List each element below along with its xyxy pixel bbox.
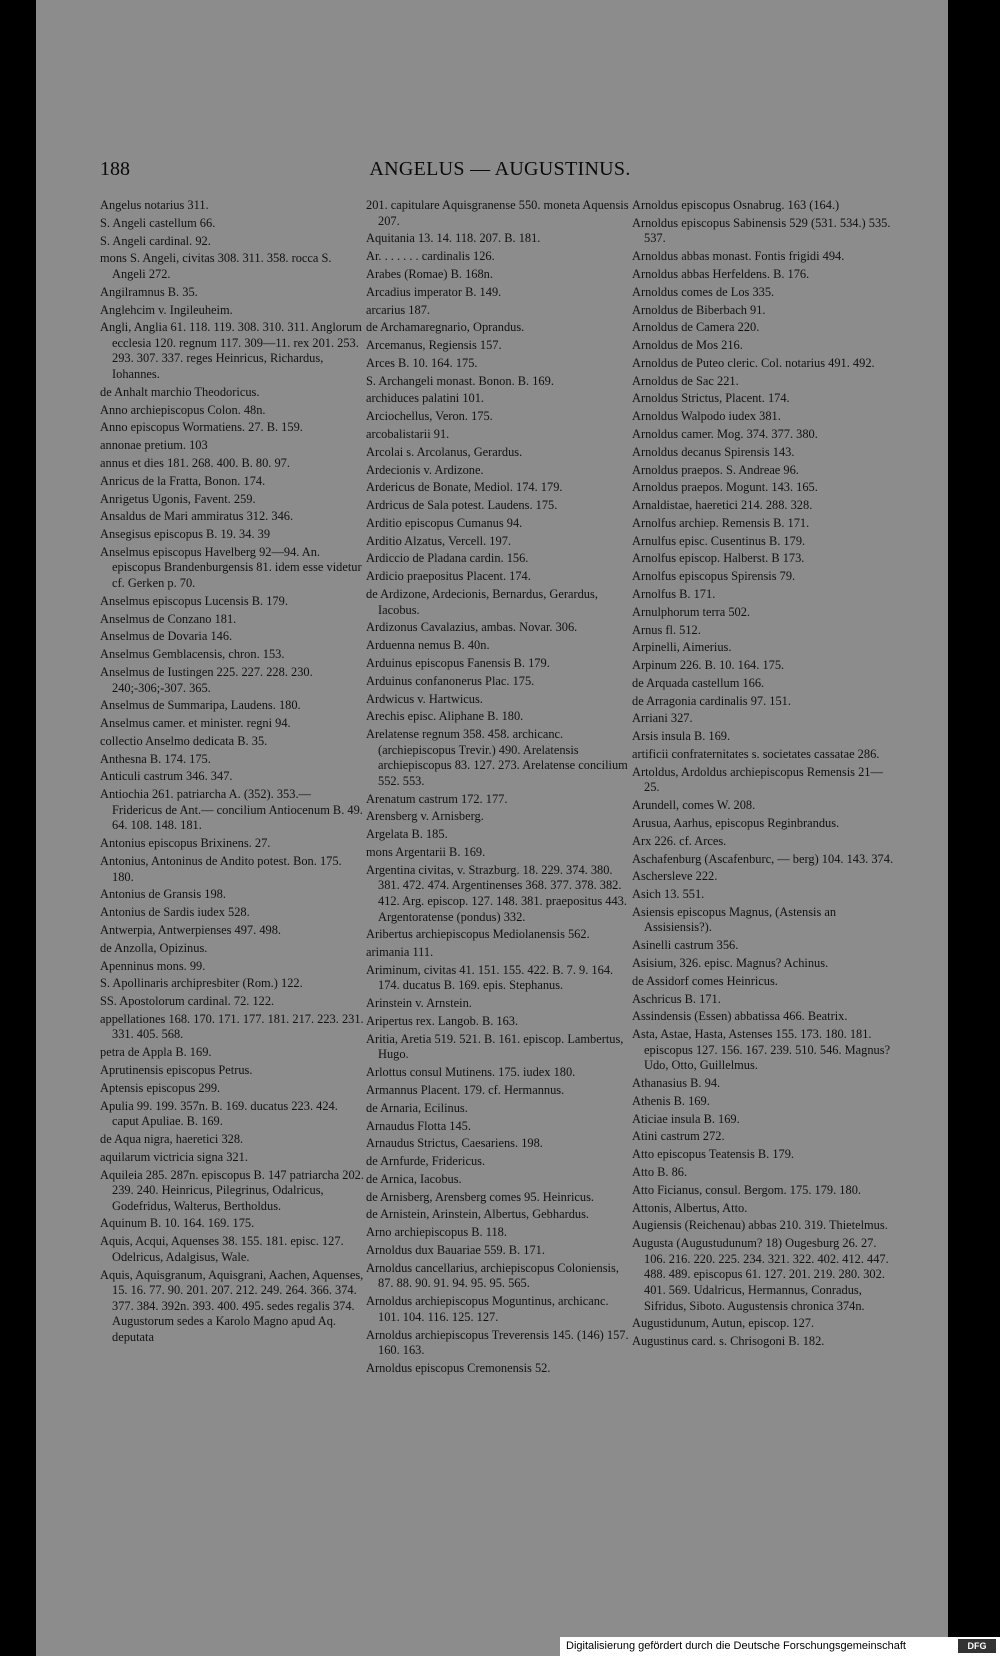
index-column-3 — [632, 198, 896, 1352]
index-entry: Arenatum castrum 172. 177. — [366, 791, 508, 806]
index-entry: Arnoldus abbas monast. Fontis frigidi 494. — [632, 249, 845, 264]
index-entry: Arnaudus Strictus, Caesariens. 198. — [366, 1136, 543, 1151]
index-entry: de Anhalt marchio Theodoricus. — [100, 384, 260, 399]
index-entry: de Ardizone, Ardecionis, Bernardus, Gerardus, Iacobus. — [366, 587, 598, 617]
index-entry: Arduenna nemus B. 40n. — [366, 638, 490, 653]
index-entry: de Arquada castellum 166. — [632, 675, 765, 690]
index-entry: Argentina civitas, v. Strazburg. 18. 229. 374. 380. 381. 472. 474. Argentinenses 368. 377. 378. 382. 412. Arg. episcop. 127. 148. 381. praepositus 443. Argentoratense (pondus) 332. — [366, 862, 627, 924]
index-entry: Attonis, Albertus, Atto. — [632, 1200, 748, 1215]
index-entry: Arnaldistae, haeretici 214. 288. 328. — [632, 498, 813, 513]
index-entry: Arsis insula B. 169. — [632, 729, 731, 744]
index-entry: Arx 226. cf. Arces. — [632, 833, 727, 848]
index-entry: artificii confraternitates s. societates cassatae 286. — [632, 747, 880, 762]
index-entry: Antonius episcopus Brixinens. 27. — [100, 836, 271, 851]
index-entry: Arlottus consul Mutinens. 175. iudex 180. — [366, 1065, 576, 1080]
index-entry: Arduinus confanonerus Plac. 175. — [366, 673, 535, 688]
index-entry: Arcemanus, Regiensis 157. — [366, 338, 502, 353]
index-entry: Asiensis episcopus Magnus, (Astensis an Assisiensis?). — [632, 904, 837, 935]
index-entry: Ardecionis v. Ardizone. — [366, 462, 484, 477]
index-entry: Antonius de Sardis iudex 528. — [100, 905, 250, 920]
index-entry: Ansegisus episcopus B. 19. 34. 39 — [100, 527, 271, 542]
running-title: ANGELUS — AUGUSTINUS. — [369, 158, 631, 180]
index-entry: Arduinus episcopus Fanensis B. 179. — [366, 655, 550, 670]
index-entry: S. Angeli cardinal. 92. — [100, 233, 211, 248]
index-entry: Athenis B. 169. — [632, 1093, 710, 1108]
index-entry: Arnus fl. 512. — [632, 622, 701, 637]
index-entry: mons S. Angeli, civitas 308. 311. 358. rocca S. Angeli 272. — [100, 251, 332, 281]
index-entry: Arnulphorum terra 502. — [632, 604, 751, 619]
index-entry: Arnoldus episcopus Osnabrug. 163 (164.) — [632, 198, 840, 212]
index-column-2 — [366, 198, 630, 1379]
index-entry: SS. Apostolorum cardinal. 72. 122. — [100, 994, 275, 1009]
index-entry: Arnoldus Strictus, Placent. 174. — [632, 391, 790, 406]
index-entry: Antonius, Antoninus de Andito potest. Bon. 175. 180. — [100, 854, 342, 884]
index-entry: Arcadius imperator B. 149. — [366, 284, 502, 299]
index-entry: Arnoldus camer. Mog. 374. 377. 380. — [632, 426, 818, 441]
index-entry: Arpinum 226. B. 10. 164. 175. — [632, 658, 785, 673]
index-entry: Atto episcopus Teatensis B. 179. — [632, 1147, 795, 1162]
index-entry: Arnoldus de Biberbach 91. — [632, 302, 766, 317]
index-entry: Antonius de Gransis 198. — [100, 887, 226, 902]
page-number: 188 — [100, 158, 130, 180]
index-entry: Arnoldus de Sac 221. — [632, 373, 739, 388]
index-entry: Anthesna B. 174. 175. — [100, 751, 211, 766]
index-entry: Arnoldus episcopus Sabinensis 529 (531. 534.) 535. 537. — [632, 215, 891, 246]
index-entry: de Arnisberg, Arensberg comes 95. Heinricus. — [366, 1189, 595, 1204]
index-entry: de Assidorf comes Heinricus. — [632, 973, 778, 988]
index-entry: S. Apollinaris archipresbiter (Rom.) 122. — [100, 976, 303, 991]
index-entry: Arnoldus cancellarius, archiepiscopus Coloniensis, 87. 88. 90. 91. 94. 95. 95. 565. — [366, 1260, 619, 1291]
dfg-logo-icon: DFG — [958, 1639, 996, 1653]
index-entry: Arciochellus, Veron. 175. — [366, 409, 493, 424]
index-entry: Ariminum, civitas 41. 151. 155. 422. B. 7. 9. 164. 174. ducatus B. 169. epis. Stephanus. — [366, 962, 614, 993]
index-entry: de Arnfurde, Fridericus. — [366, 1154, 486, 1169]
index-entry: Arpinelli, Aimerius. — [632, 640, 732, 655]
index-entry: Arelatense regnum 358. 458. archicanc. (archiepiscopus Trevir.) 490. Arelatensis archiepiscopus 83. 127. 273. Arelatense concilium 552. 553. — [366, 727, 628, 788]
index-entry: S. Angeli castellum 66. — [100, 215, 216, 230]
index-entry: Ardizonus Cavalazius, ambas. Novar. 306. — [366, 620, 578, 635]
index-entry: Anselmus camer. et minister. regni 94. — [100, 716, 291, 731]
index-entry: Arnoldus archiepiscopus Moguntinus, archicanc. 101. 104. 116. 125. 127. — [366, 1294, 609, 1324]
index-entry: Apenninus mons. 99. — [100, 958, 206, 973]
index-entry: Arechis episc. Aliphane B. 180. — [366, 709, 524, 724]
index-entry: Asta, Astae, Hasta, Astenses 155. 173. 180. 181. episcopus 127. 156. 167. 239. 510. 546. Magnus? Udo, Otto, Guillelmus. — [632, 1027, 891, 1073]
index-entry: Arnolfus episcop. Halberst. B 173. — [632, 551, 805, 566]
index-entry: de Anzolla, Opizinus. — [100, 940, 208, 955]
index-entry: Asinelli castrum 356. — [632, 938, 739, 953]
index-entry: Aquinum B. 10. 164. 169. 175. — [100, 1216, 255, 1231]
index-entry: Athanasius B. 94. — [632, 1076, 721, 1091]
index-entry: Augustinus card. s. Chrisogoni B. 182. — [632, 1334, 825, 1349]
index-entry: Antwerpia, Antwerpienses 497. 498. — [100, 922, 282, 937]
index-entry: annonae pretium. 103 — [100, 438, 208, 453]
index-entry: Aschricus B. 171. — [632, 991, 721, 1006]
index-entry: Arnoldus comes de Los 335. — [632, 284, 775, 299]
index-entry: de Arnica, Iacobus. — [366, 1171, 462, 1186]
index-entry: Arnoldus de Mos 216. — [632, 338, 743, 353]
index-entry: Anselmus de Iustingen 225. 227. 228. 230. 240;-306;-307. 365. — [100, 664, 313, 695]
index-entry: Arnoldus de Puteo cleric. Col. notarius 491. 492. — [632, 355, 875, 370]
index-entry: de Arragonia cardinalis 97. 151. — [632, 693, 791, 708]
index-entry: Arcolai s. Arcolanus, Gerardus. — [366, 444, 523, 459]
index-entry: Arnoldus archiepiscopus Treverensis 145. (146) 157. 160. 163. — [366, 1327, 629, 1358]
index-entry: Aschafenburg (Ascafenburc, — berg) 104. 143. 374. — [632, 851, 894, 866]
index-entry: Angli, Anglia 61. 118. 119. 308. 310. 311. Anglorum ecclesia 120. regnum 117. 309—11. rex 201. 253. 293. 307. 337. reges Heinricus, Richardus, Iohannes. — [100, 320, 362, 382]
index-entry: Aribertus archiepiscopus Mediolanensis 562. — [366, 927, 590, 942]
index-entry: appellationes 168. 170. 171. 177. 181. 217. 223. 231. 331. 405. 568. — [100, 1011, 364, 1042]
index-entry: Anglehcim v. Ingileuheim. — [100, 302, 233, 317]
index-entry: Arditio Alzatus, Vercell. 197. — [366, 533, 511, 548]
index-entry: Anno archiepiscopus Colon. 48n. — [100, 402, 266, 417]
index-entry: Anselmus de Summaripa, Laudens. 180. — [100, 698, 301, 713]
index-entry: Artoldus, Ardoldus archiepiscopus Remensis 21—25. — [632, 764, 883, 795]
index-entry: de Arnistein, Arinstein, Albertus, Gebhardus. — [366, 1207, 589, 1222]
index-entry: Arundell, comes W. 208. — [632, 798, 756, 813]
index-entry: Arusua, Aarhus, episcopus Reginbrandus. — [632, 815, 840, 830]
index-entry: Atto Ficianus, consul. Bergom. 175. 179. 180. — [632, 1182, 861, 1197]
index-entry: Aritia, Aretia 519. 521. B. 161. episcop. Lambertus, Hugo. — [366, 1031, 624, 1062]
index-entry: Ardiccio de Pladana cardin. 156. — [366, 551, 529, 566]
index-entry: Apulia 99. 199. 357n. B. 169. ducatus 223. 424. caput Apuliae. B. 169. — [100, 1098, 338, 1129]
index-entry: Anrigetus Ugonis, Favent. 259. — [100, 491, 256, 506]
index-entry: Arensberg v. Arnisberg. — [366, 809, 484, 824]
index-entry: Anticuli castrum 346. 347. — [100, 769, 233, 784]
index-entry: Antiochia 261. patriarcha A. (352). 353.— Fridericus de Ant.— concilium Antiocenum B. 49. 64. 108. 148. 181. — [100, 787, 363, 833]
index-entry: Arnaudus Flotta 145. — [366, 1118, 471, 1133]
index-entry: Aripertus rex. Langob. B. 163. — [366, 1014, 519, 1029]
index-entry: Aquileia 285. 287n. episcopus B. 147 patriarcha 202. 239. 240. Heinricus, Pilegrinus, Odalricus, Godefridus, Walterus, Bertholdus. — [100, 1167, 364, 1213]
index-entry: Arnulfus episc. Cusentinus B. 179. — [632, 533, 806, 548]
index-entry: Aptensis episcopus 299. — [100, 1080, 221, 1095]
index-entry: Asisium, 326. episc. Magnus? Achinus. — [632, 956, 829, 971]
index-entry: Anricus de la Fratta, Bonon. 174. — [100, 473, 266, 488]
index-entry: Augusta (Augustudunum? 18) Ougesburg 26. 27. 106. 216. 220. 225. 234. 321. 322. 402. 412. 447. 488. 489. episcopus 61. 127. 201. 219. 280. 302. 401. 569. Udalricus, Hermannus, Conradus, Sifridus, Siboto. Augustensis chronica 374n. — [632, 1236, 889, 1313]
digitization-footer — [560, 1637, 1000, 1656]
index-entry: Ardricus de Sala potest. Laudens. 175. — [366, 498, 558, 513]
index-entry: Ardicio praepositus Placent. 174. — [366, 569, 531, 584]
footer-credit: Digitalisierung gefördert durch die Deutsche Forschungsgemeinschaft — [566, 1640, 906, 1652]
index-entry: arimania 111. — [366, 945, 434, 960]
index-entry: Angelus notarius 311. — [100, 198, 209, 212]
index-entry: Arno archiepiscopus B. 118. — [366, 1225, 507, 1240]
index-entry: Ardwicus v. Hartwicus. — [366, 691, 483, 706]
index-entry: mons Argentarii B. 169. — [366, 844, 486, 859]
index-entry: Ardericus de Bonate, Mediol. 174. 179. — [366, 480, 563, 495]
index-entry: de Arnaria, Ecilinus. — [366, 1100, 468, 1115]
index-entry: Arnoldus episcopus Cremonensis 52. — [366, 1360, 551, 1375]
index-entry: Arnolfus B. 171. — [632, 587, 716, 601]
index-entry: Anselmus Gemblacensis, chron. 153. — [100, 647, 285, 662]
index-entry: Arnoldus praepos. Mogunt. 143. 165. — [632, 480, 818, 495]
index-entry: Anno episcopus Wormatiens. 27. B. 159. — [100, 420, 303, 435]
index-entry: S. Archangeli monast. Bonon. B. 169. — [366, 373, 554, 388]
index-entry: Arnoldus de Camera 220. — [632, 320, 760, 335]
index-entry: arcarius 187. — [366, 302, 430, 317]
index-entry: Asich 13. 551. — [632, 887, 705, 902]
index-entry: aquilarum victricia signa 321. — [100, 1149, 248, 1164]
index-entry: Arriani 327. — [632, 711, 693, 726]
index-entry: Atini castrum 272. — [632, 1129, 725, 1144]
index-column-1 — [100, 198, 364, 1348]
index-entry: arcobalistarii 91. — [366, 426, 450, 441]
index-entry: Arnolfus episcopus Spirensis 79. — [632, 569, 796, 584]
index-entry: Anselmus de Dovaria 146. — [100, 629, 233, 644]
index-entry: Arnoldus Walpodo iudex 381. — [632, 409, 781, 424]
index-entry: Assindensis (Essen) abbatissa 466. Beatrix. — [632, 1009, 848, 1024]
index-entry: Angilramnus B. 35. — [100, 284, 198, 299]
index-entry: Aquis, Acqui, Aquenses 38. 155. 181. episc. 127. Odelricus, Adalgisus, Wale. — [100, 1234, 344, 1264]
page-header — [100, 158, 900, 182]
index-entry: de Aqua nigra, haeretici 328. — [100, 1131, 244, 1146]
index-entry: 201. capitulare Aquisgranense 550. moneta Aquensis 207. — [366, 198, 629, 228]
index-entry: Anselmus episcopus Havelberg 92—94. An. episcopus Brandenburgensis 81. idem esse videtur cf. Gerken p. 70. — [100, 544, 362, 591]
index-entry: Aprutinensis episcopus Petrus. — [100, 1063, 253, 1077]
index-entry: Aticiae insula B. 169. — [632, 1111, 740, 1126]
index-entry: Arinstein v. Arnstein. — [366, 996, 472, 1011]
index-entry: Arnoldus dux Bauariae 559. B. 171. — [366, 1243, 545, 1257]
index-entry: Arditio episcopus Cumanus 94. — [366, 515, 523, 530]
index-entry: de Archamaregnario, Oprandus. — [366, 320, 525, 335]
index-entry: Arabes (Romae) B. 168n. — [366, 266, 493, 281]
index-entry: Anselmus de Conzano 181. — [100, 611, 237, 626]
index-entry: Ansaldus de Mari ammiratus 312. 346. — [100, 509, 294, 524]
index-entry: petra de Appla B. 169. — [100, 1045, 212, 1060]
index-entry: Arnoldus abbas Herfeldens. B. 176. — [632, 266, 810, 281]
index-entry: Atto B. 86. — [632, 1165, 688, 1180]
index-entry: Ar. . . . . . . cardinalis 126. — [366, 249, 495, 264]
index-entry: Aquis, Aquisgranum, Aquisgrani, Aachen, Aquenses, 15. 16. 77. 90. 201. 207. 212. 249. 264. 366. 374. 377. 384. 392n. 393. 400. 495. sedes regalis 374. Augustorum sedes a Karolo Magno apud Aq. deputata — [100, 1267, 364, 1344]
index-entry: Arnoldus decanus Spirensis 143. — [632, 444, 795, 459]
index-entry: Armannus Placent. 179. cf. Hermannus. — [366, 1082, 565, 1097]
index-entry: Anselmus episcopus Lucensis B. 179. — [100, 593, 288, 608]
index-entry: Augiensis (Reichenau) abbas 210. 319. Thietelmus. — [632, 1218, 888, 1233]
index-entry: Augustidunum, Autun, episcop. 127. — [632, 1316, 815, 1331]
index-entry: Argelata B. 185. — [366, 827, 448, 842]
index-entry: Aschersleve 222. — [632, 869, 718, 884]
index-entry: collectio Anselmo dedicata B. 35. — [100, 733, 268, 748]
index-entry: Arces B. 10. 164. 175. — [366, 355, 478, 370]
index-entry: annus et dies 181. 268. 400. B. 80. 97. — [100, 455, 290, 470]
index-entry: archiduces palatini 101. — [366, 391, 485, 406]
index-entry: Arnoldus praepos. S. Andreae 96. — [632, 462, 799, 477]
index-entry: Aquitania 13. 14. 118. 207. B. 181. — [366, 231, 541, 246]
index-entry: Arnolfus archiep. Remensis B. 171. — [632, 515, 810, 530]
